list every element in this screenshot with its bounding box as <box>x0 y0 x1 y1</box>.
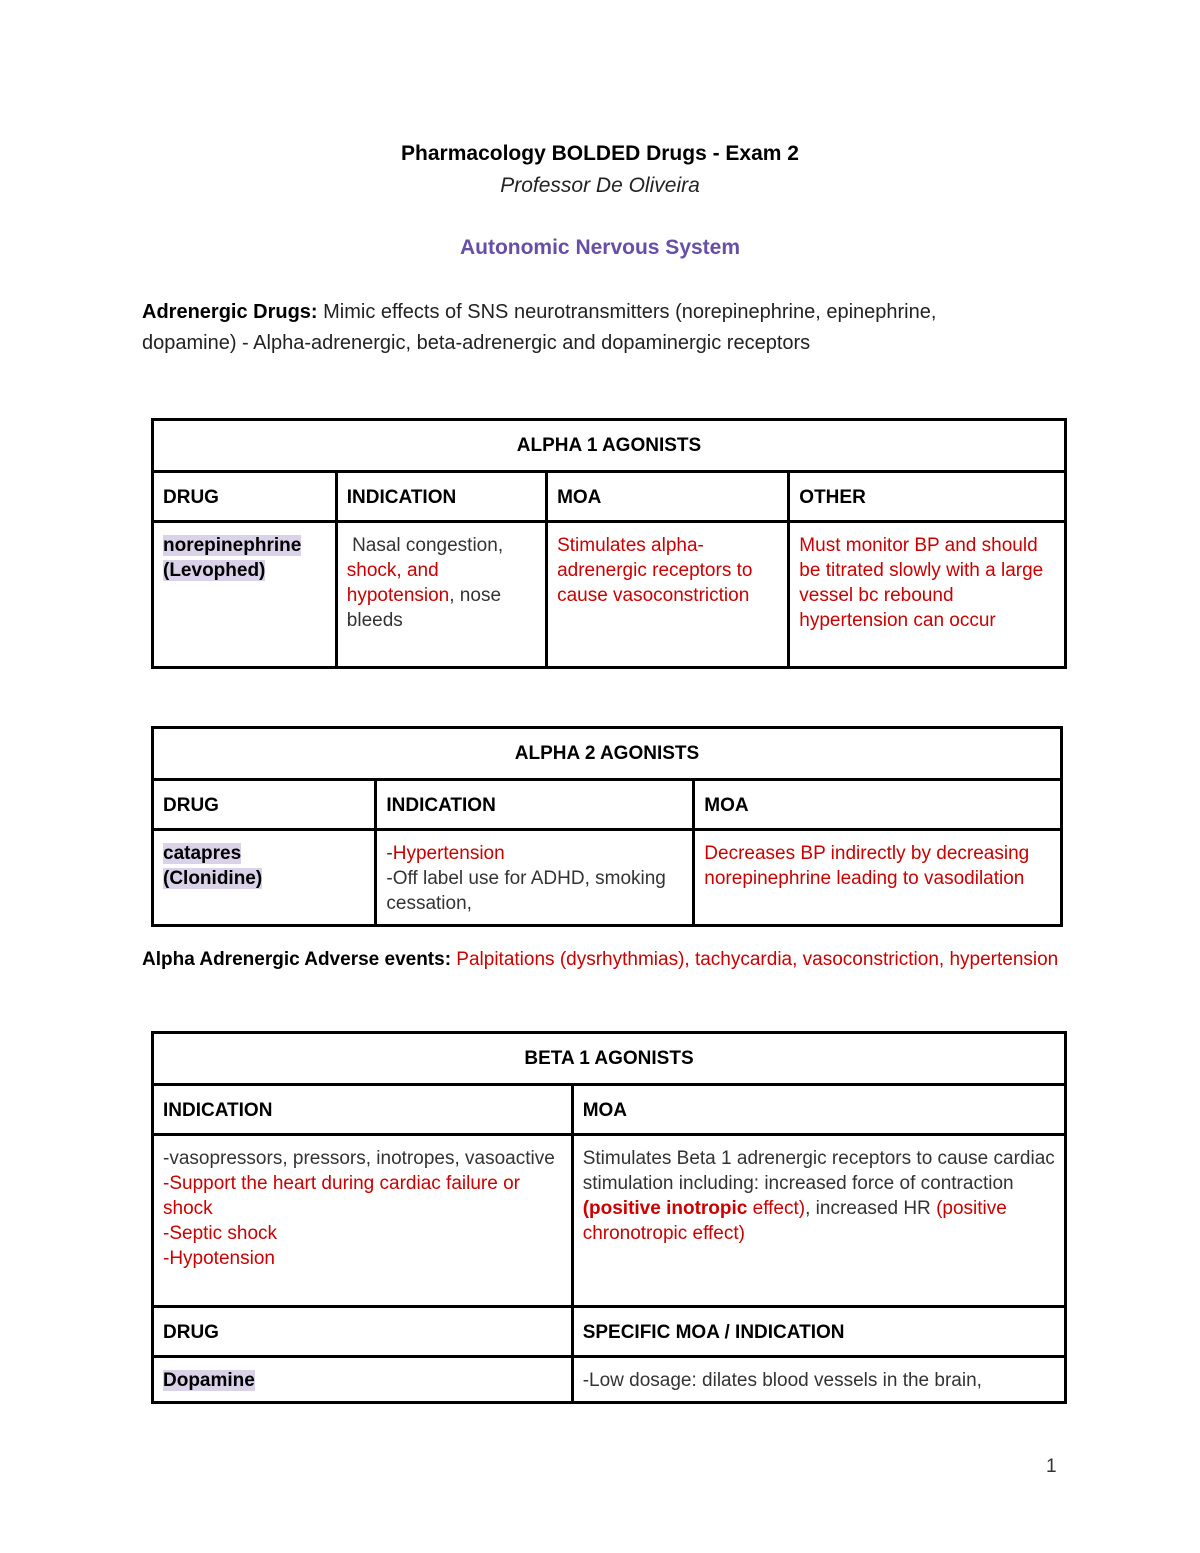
page-number: 1 <box>1046 1456 1057 1477</box>
adrenergic-intro-paragraph <box>142 297 1002 359</box>
beta1-agonists-table <box>151 1031 1067 1404</box>
intro-text: Mimic effects of SNS neurotransmitters (norepinephrine, epinephrine, dopamine) - Alpha-adrenergic, beta-adrenergic and dopaminergic receptors <box>142 301 937 354</box>
drug-brand: (Levophed) <box>163 560 266 581</box>
table-header-row <box>153 780 1062 830</box>
indication-emphasis: Hypertension <box>392 843 505 864</box>
indication-cell <box>376 830 694 926</box>
table-row <box>153 830 1062 926</box>
document-title: Pharmacology BOLDED Drugs - Exam 2 <box>401 142 799 165</box>
table-header-row <box>153 472 1066 522</box>
column-header: INDICATION <box>376 780 694 830</box>
adverse-label: Alpha Adrenergic Adverse events: <box>142 949 452 970</box>
drug-generic: (Clonidine) <box>163 868 263 889</box>
column-header: MOA <box>572 1085 1065 1135</box>
indication-text: -Off label use for ADHD, smoking cessation, <box>386 868 666 914</box>
column-header: INDICATION <box>336 472 546 522</box>
moa-emphasis: effect) <box>747 1198 806 1219</box>
indication-text: , nose bleeds <box>346 585 502 631</box>
moa-text: , increased HR <box>805 1198 937 1219</box>
specific-moa-cell: -Low dosage: dilates blood vessels in the brain, <box>572 1357 1065 1403</box>
table-title: ALPHA 2 AGONISTS <box>153 728 1062 780</box>
indication-cell <box>153 1135 573 1307</box>
column-header: DRUG <box>153 472 337 522</box>
column-header: OTHER <box>789 472 1066 522</box>
section-heading: Autonomic Nervous System <box>459 236 741 259</box>
indication-cell <box>336 522 546 668</box>
drug-name: Dopamine <box>163 1370 255 1391</box>
table-title: ALPHA 1 AGONISTS <box>153 420 1066 472</box>
moa-emphasis: (positive inotropic <box>582 1198 748 1219</box>
drug-name: catapres <box>163 843 242 864</box>
table-header-row <box>153 1085 1066 1135</box>
moa-cell: Decreases BP indirectly by decreasing norepinephrine leading to vasodilation <box>694 830 1062 926</box>
table-title: BETA 1 AGONISTS <box>153 1033 1066 1085</box>
drug-cell <box>153 522 337 668</box>
column-header: DRUG <box>153 1307 573 1357</box>
table-header-row <box>153 1307 1066 1357</box>
drug-name: norepinephrine <box>163 535 302 556</box>
intro-label: Adrenergic Drugs: <box>142 301 318 323</box>
column-header: DRUG <box>153 780 376 830</box>
indication-line: -vasopressors, pressors, inotropes, vasoactive <box>163 1148 555 1169</box>
indication-line: -Support the heart during cardiac failure or shock <box>163 1173 520 1219</box>
column-header: MOA <box>547 472 789 522</box>
indication-line: -Septic shock <box>163 1223 278 1244</box>
alpha1-agonists-table <box>151 418 1067 669</box>
table-row <box>153 1135 1066 1307</box>
other-cell: Must monitor BP and should be titrated slowly with a large vessel bc rebound hypertension can occur <box>789 522 1066 668</box>
table-row <box>153 522 1066 668</box>
drug-cell <box>153 1357 573 1403</box>
moa-cell <box>572 1135 1065 1307</box>
indication-emphasis: shock, and hypotension <box>346 560 450 606</box>
moa-text: Stimulates Beta 1 adrenergic receptors to cause cardiac stimulation including: increased force of contraction <box>582 1148 1055 1194</box>
adverse-text: Palpitations (dysrhythmias), tachycardia, vasoconstriction, hypertension <box>451 949 1059 970</box>
drug-cell <box>153 830 376 926</box>
document-subtitle: Professor De Oliveira <box>500 174 700 197</box>
column-header: INDICATION <box>153 1085 573 1135</box>
alpha2-agonists-table <box>151 726 1063 927</box>
indication-text: Nasal congestion, <box>346 535 509 556</box>
column-header: MOA <box>694 780 1062 830</box>
moa-cell: Stimulates alpha-adrenergic receptors to cause vasoconstriction <box>547 522 789 668</box>
table-row <box>153 1357 1066 1403</box>
indication-line: -Hypotension <box>163 1248 275 1269</box>
adverse-events-paragraph <box>142 946 1072 974</box>
column-header: SPECIFIC MOA / INDICATION <box>572 1307 1065 1357</box>
moa-emphasis: (positive chronotropic effect) <box>582 1198 1007 1244</box>
bullet-dash: - <box>386 843 393 864</box>
